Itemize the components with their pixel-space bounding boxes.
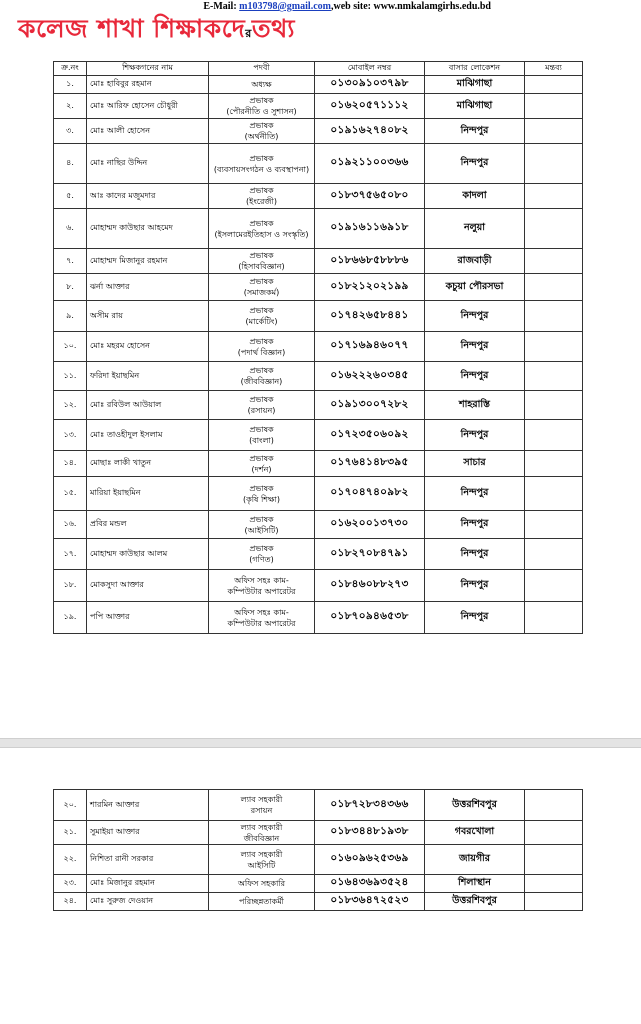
designation-subject: (আইসিটি) [244,525,279,535]
designation-title: প্রভাষক [249,425,274,434]
designation-title: প্রভাষক [249,153,274,163]
mobile-cell: ০১৮২৭০৮৪৭৯১ [315,539,425,570]
table-row [54,451,583,477]
website-value: www.nmkalamgirhs.edu.bd [373,1,491,12]
location-cell: নিন্দপুর [425,362,525,391]
table-row [54,301,583,332]
serial-cell: ৪. [54,144,87,184]
page-title [18,12,295,51]
designation-subject: রসায়ন [250,806,273,815]
table-row [54,274,583,301]
location-cell: নিন্দপুর [425,119,525,144]
remarks-cell [525,119,583,144]
table-row [54,332,583,362]
name-cell: প্রবির মন্ডল [87,511,209,539]
name-cell: নিশিতা রানী সরকার [87,845,209,875]
designation-title: পরিচ্ছন্নতাকর্মী [239,897,284,906]
header-mobile: মোবাইল নম্বর [315,62,425,76]
designation-subject: (সমাজকর্ম) [243,288,280,297]
designation-cell [209,790,315,821]
remarks-cell [525,790,583,821]
designation-cell [209,94,315,119]
designation-cell [209,209,315,249]
remarks-cell [525,602,583,634]
name-cell: মোঃ সুরুজ দেওয়ান [87,893,209,911]
location-cell: নিন্দপুর [425,602,525,634]
remarks-cell [525,539,583,570]
mobile-cell: ০১৯১৬২৭৪০৮২ [315,119,425,144]
remarks-cell [525,332,583,362]
name-cell: মারিয়া ইয়াছমিন [87,477,209,511]
mobile-cell: ০১৭৪২৬৫৮৪৪১ [315,301,425,332]
mobile-cell: ০১৯১৩০০৭২৮২ [315,391,425,420]
remarks-cell [525,301,583,332]
serial-cell: ২২. [54,845,87,875]
designation-cell [209,144,315,184]
designation-title: প্রভাষক [249,186,274,195]
serial-cell: ১৪. [54,451,87,477]
designation-title: ল্যাব সহকারী [240,795,283,804]
designation-title: প্রভাষক [249,366,274,375]
location-cell: উত্তরশিবপুর [425,893,525,911]
designation-title: প্রভাষক [249,514,274,524]
serial-cell: ৮. [54,274,87,301]
designation-subject: (বাংলা) [249,436,274,445]
name-cell: মোঃ নাছির উদ্দিন [87,144,209,184]
name-cell: অসীম রায় [87,301,209,332]
serial-cell: ৩. [54,119,87,144]
designation-subject: (কৃষি শিক্ষা) [243,494,280,504]
designation-subject: (মার্কেটিং) [245,317,278,326]
designation-subject: (ইংরেজী) [246,197,277,206]
designation-subject: (দর্শন) [251,464,272,474]
location-cell: কচুয়া পৌরসভা [425,274,525,301]
serial-cell: ৭. [54,249,87,274]
table-row [54,602,583,634]
table-row [54,570,583,602]
designation-title: প্রভাষক [249,395,274,404]
designation-title: অধ্যক্ষ [251,80,272,89]
name-cell: মোঃ হাবিবুর রহমান [87,76,209,94]
designation-subject: (হিসাববিজ্ঞান) [238,262,285,271]
header-location: বাসার লোকেশন [425,62,525,76]
staff-table [53,61,583,634]
serial-cell: ১৫. [54,477,87,511]
designation-title: প্রভাষক [249,336,274,346]
designation-subject: (ইসলামেরইতিহাস ও সংস্কৃতি) [214,229,309,239]
designation-cell [209,362,315,391]
serial-cell: ১০. [54,332,87,362]
designation-title: প্রভাষক [249,453,274,463]
mobile-cell: ০১৬২০৫৭১১১২ [315,94,425,119]
header-name: শিক্ষকগনের নাম [87,62,209,76]
serial-cell: ২১. [54,821,87,845]
table-row [54,539,583,570]
mobile-cell: ০১৮৩৭৫৬৫০৮০ [315,184,425,209]
mobile-cell: ০১৩০৯১০৩৭৯৮ [315,76,425,94]
remarks-cell [525,144,583,184]
mobile-cell: ০১৭১৬৯৪৬০৭৭ [315,332,425,362]
designation-subject: (অর্থনীতি) [244,132,279,141]
mobile-cell: ০১৬২০০১৩৭৩০ [315,511,425,539]
mobile-cell: ০১৮২১২০২১৯৯ [315,274,425,301]
designation-subject: (গণিত) [249,555,274,564]
table-row [54,845,583,875]
table-row [54,391,583,420]
designation-cell [209,570,315,602]
page-title-part2: র [245,27,252,40]
designation-title: প্রভাষক [249,483,274,493]
mobile-cell: ০১৭৬৪১৪৮৩৯৫ [315,451,425,477]
name-cell: ফরিদা ইয়াছমিন [87,362,209,391]
mobile-cell: ০১৭২৩৫০৬০৯২ [315,420,425,451]
table-row [54,144,583,184]
remarks-cell [525,249,583,274]
page-divider [0,738,641,748]
location-cell: মাঝিগাছা [425,94,525,119]
serial-cell: ২০. [54,790,87,821]
remarks-cell [525,821,583,845]
header-remarks: মন্তব্য [525,62,583,76]
designation-title: প্রভাষক [249,96,274,105]
designation-subject: জীববিজ্ঞান [243,833,280,843]
location-cell: নিন্দপুর [425,477,525,511]
remarks-cell [525,845,583,875]
mobile-cell: ০১৬২২২৬০৩৪৫ [315,362,425,391]
remarks-cell [525,209,583,249]
mobile-cell: ০১৯২১১০০৩৬৬ [315,144,425,184]
remarks-cell [525,893,583,911]
designation-subject: (পৌরনীতি ও সুশাসন) [226,107,297,116]
designation-title: প্রভাষক [249,544,274,553]
location-cell: নিন্দপুর [425,570,525,602]
remarks-cell [525,875,583,893]
designation-cell [209,301,315,332]
staff-table-continued [53,789,583,911]
serial-cell: ১৭. [54,539,87,570]
header-serial: ক্র.নং [54,62,87,76]
designation-cell [209,391,315,420]
remarks-cell [525,420,583,451]
name-cell: মোঃ মিজানুর রহমান [87,875,209,893]
designation-cell [209,451,315,477]
serial-cell: ২. [54,94,87,119]
remarks-cell [525,94,583,119]
name-cell: মোকসুদা আক্তার [87,570,209,602]
email-link[interactable]: m103798@gmail.com [239,1,331,12]
name-cell: মোহাম্মদ কাউছার আহমেদ [87,209,209,249]
designation-cell [209,274,315,301]
designation-cell [209,332,315,362]
serial-cell: ১. [54,76,87,94]
name-cell: মোঃ মহরম হোসেন [87,332,209,362]
table-row [54,184,583,209]
location-cell: নিন্দপুর [425,144,525,184]
location-cell: উত্তরশিবপুর [425,790,525,821]
table-row [54,209,583,249]
table-row [54,94,583,119]
designation-subject: (রসায়ন) [247,406,276,415]
mobile-cell: ০১৭০৪৭৪০৯৮২ [315,477,425,511]
designation-cell [209,875,315,893]
table-row [54,511,583,539]
table-row [54,249,583,274]
designation-cell [209,511,315,539]
header-designation: পদবী [209,62,315,76]
location-cell: মাঝিগাছা [425,76,525,94]
designation-cell [209,845,315,875]
serial-cell: ৬. [54,209,87,249]
name-cell: মোঃ আরিফ হোসেন চৌধুরী [87,94,209,119]
location-cell: নলুয়া [425,209,525,249]
designation-title: প্রভাষক [249,277,274,286]
designation-title: অফিস সহঃ কাম- [234,607,289,617]
remarks-cell [525,477,583,511]
table-row [54,821,583,845]
designation-subject: (জীববিজ্ঞান) [240,377,283,386]
location-cell: শিলাস্থান [425,875,525,893]
mobile-cell: ০১৬৪৩৬৯৩৫২৪ [315,875,425,893]
mobile-cell: ০১৮৩৪৪৮১৯৩৮ [315,821,425,845]
designation-subject: কম্পিউটার অপারেটর [227,618,296,628]
serial-cell: ১৩. [54,420,87,451]
table-row [54,875,583,893]
name-cell: মোঃ তাওহীদুল ইসলাম [87,420,209,451]
location-cell: নিন্দপুর [425,332,525,362]
table-row [54,119,583,144]
location-cell: নিন্দপুর [425,511,525,539]
location-cell: সাচার [425,451,525,477]
designation-cell [209,420,315,451]
serial-cell: ১১. [54,362,87,391]
designation-title: প্রভাষক [249,218,274,228]
designation-title: প্রভাষক [249,251,274,260]
remarks-cell [525,76,583,94]
location-cell: শাহরাস্তি [425,391,525,420]
designation-cell [209,893,315,911]
designation-title: প্রভাষক [249,121,274,130]
table-row [54,76,583,94]
remarks-cell [525,570,583,602]
name-cell: মোছাঃ লাকী খাতুন [87,451,209,477]
name-cell: মোহাম্মদ মিজানুর রহমান [87,249,209,274]
location-cell: নিন্দপুর [425,539,525,570]
name-cell: শারমিন আক্তার [87,790,209,821]
location-cell: নিন্দপুর [425,420,525,451]
name-cell: আঃ কাদের মজুমদার [87,184,209,209]
serial-cell: ১২. [54,391,87,420]
page-title-part3: তথ্য [251,14,296,43]
serial-cell: ২৩. [54,875,87,893]
mobile-cell: ০১৮৪৬০৮৮২৭৩ [315,570,425,602]
table-row [54,893,583,911]
remarks-cell [525,362,583,391]
designation-subject: (পদার্থ বিজ্ঞান) [237,347,286,357]
designation-cell [209,249,315,274]
designation-title: অফিস সহকারি [238,879,285,888]
name-cell: মোহাম্মদ কাউছার আলম [87,539,209,570]
mobile-cell: ০১৬০৯৬২৫৩৬৯ [315,845,425,875]
name-cell: সুমাইয়া আক্তার [87,821,209,845]
designation-cell [209,477,315,511]
designation-cell [209,539,315,570]
mobile-cell: ০১৮৭০৯৪৬৫৩৮ [315,602,425,634]
serial-cell: ২৪. [54,893,87,911]
remarks-cell [525,274,583,301]
designation-cell [209,119,315,144]
mobile-cell: ০১৮৩৬৪৭২৫২৩ [315,893,425,911]
serial-cell: ১৯. [54,602,87,634]
remarks-cell [525,511,583,539]
serial-cell: ১৬. [54,511,87,539]
location-cell: রাজবাড়ী [425,249,525,274]
location-cell: জায়গীর [425,845,525,875]
remarks-cell [525,391,583,420]
serial-cell: ৫. [54,184,87,209]
designation-title: অফিস সহঃ কাম- [234,575,289,585]
mobile-cell: ০১৮৭২৮৩৪৩৬৬ [315,790,425,821]
name-cell: পপি আক্তার [87,602,209,634]
table-row [54,362,583,391]
location-cell: নিন্দপুর [425,301,525,332]
location-cell: গবরখোলা [425,821,525,845]
mobile-cell: ০১৯১৬১১৬৯১৮ [315,209,425,249]
designation-cell [209,821,315,845]
table-row [54,790,583,821]
mobile-cell: ০১৮৬৬৮৫৮৮৮৬ [315,249,425,274]
designation-subject: (ব্যবসায়সংগঠন ও ব্যবস্থাপনা) [213,164,310,174]
designation-cell [209,76,315,94]
designation-title: ল্যাব সহকারী [240,849,283,859]
location-cell: কাদলা [425,184,525,209]
remarks-cell [525,184,583,209]
table-row [54,420,583,451]
designation-cell [209,184,315,209]
designation-title: ল্যাব সহকারী [240,822,283,832]
designation-subject: কম্পিউটার অপারেটর [227,586,296,596]
remarks-cell [525,451,583,477]
email-label: E-Mail: [203,1,237,12]
name-cell: ঝর্না আক্তার [87,274,209,301]
page-title-part1: কলেজ শাখা শিক্ষাকদে [18,14,246,43]
serial-cell: ৯. [54,301,87,332]
serial-cell: ১৮. [54,570,87,602]
designation-cell [209,602,315,634]
name-cell: মোঃ রবিউল আউয়াল [87,391,209,420]
website-label: ,web site: [330,1,371,12]
designation-subject: আইসিটি [247,860,276,870]
name-cell: মোঃ আলী হোসেন [87,119,209,144]
table-header-row [54,62,583,76]
table-row [54,477,583,511]
designation-title: প্রভাষক [249,306,274,315]
